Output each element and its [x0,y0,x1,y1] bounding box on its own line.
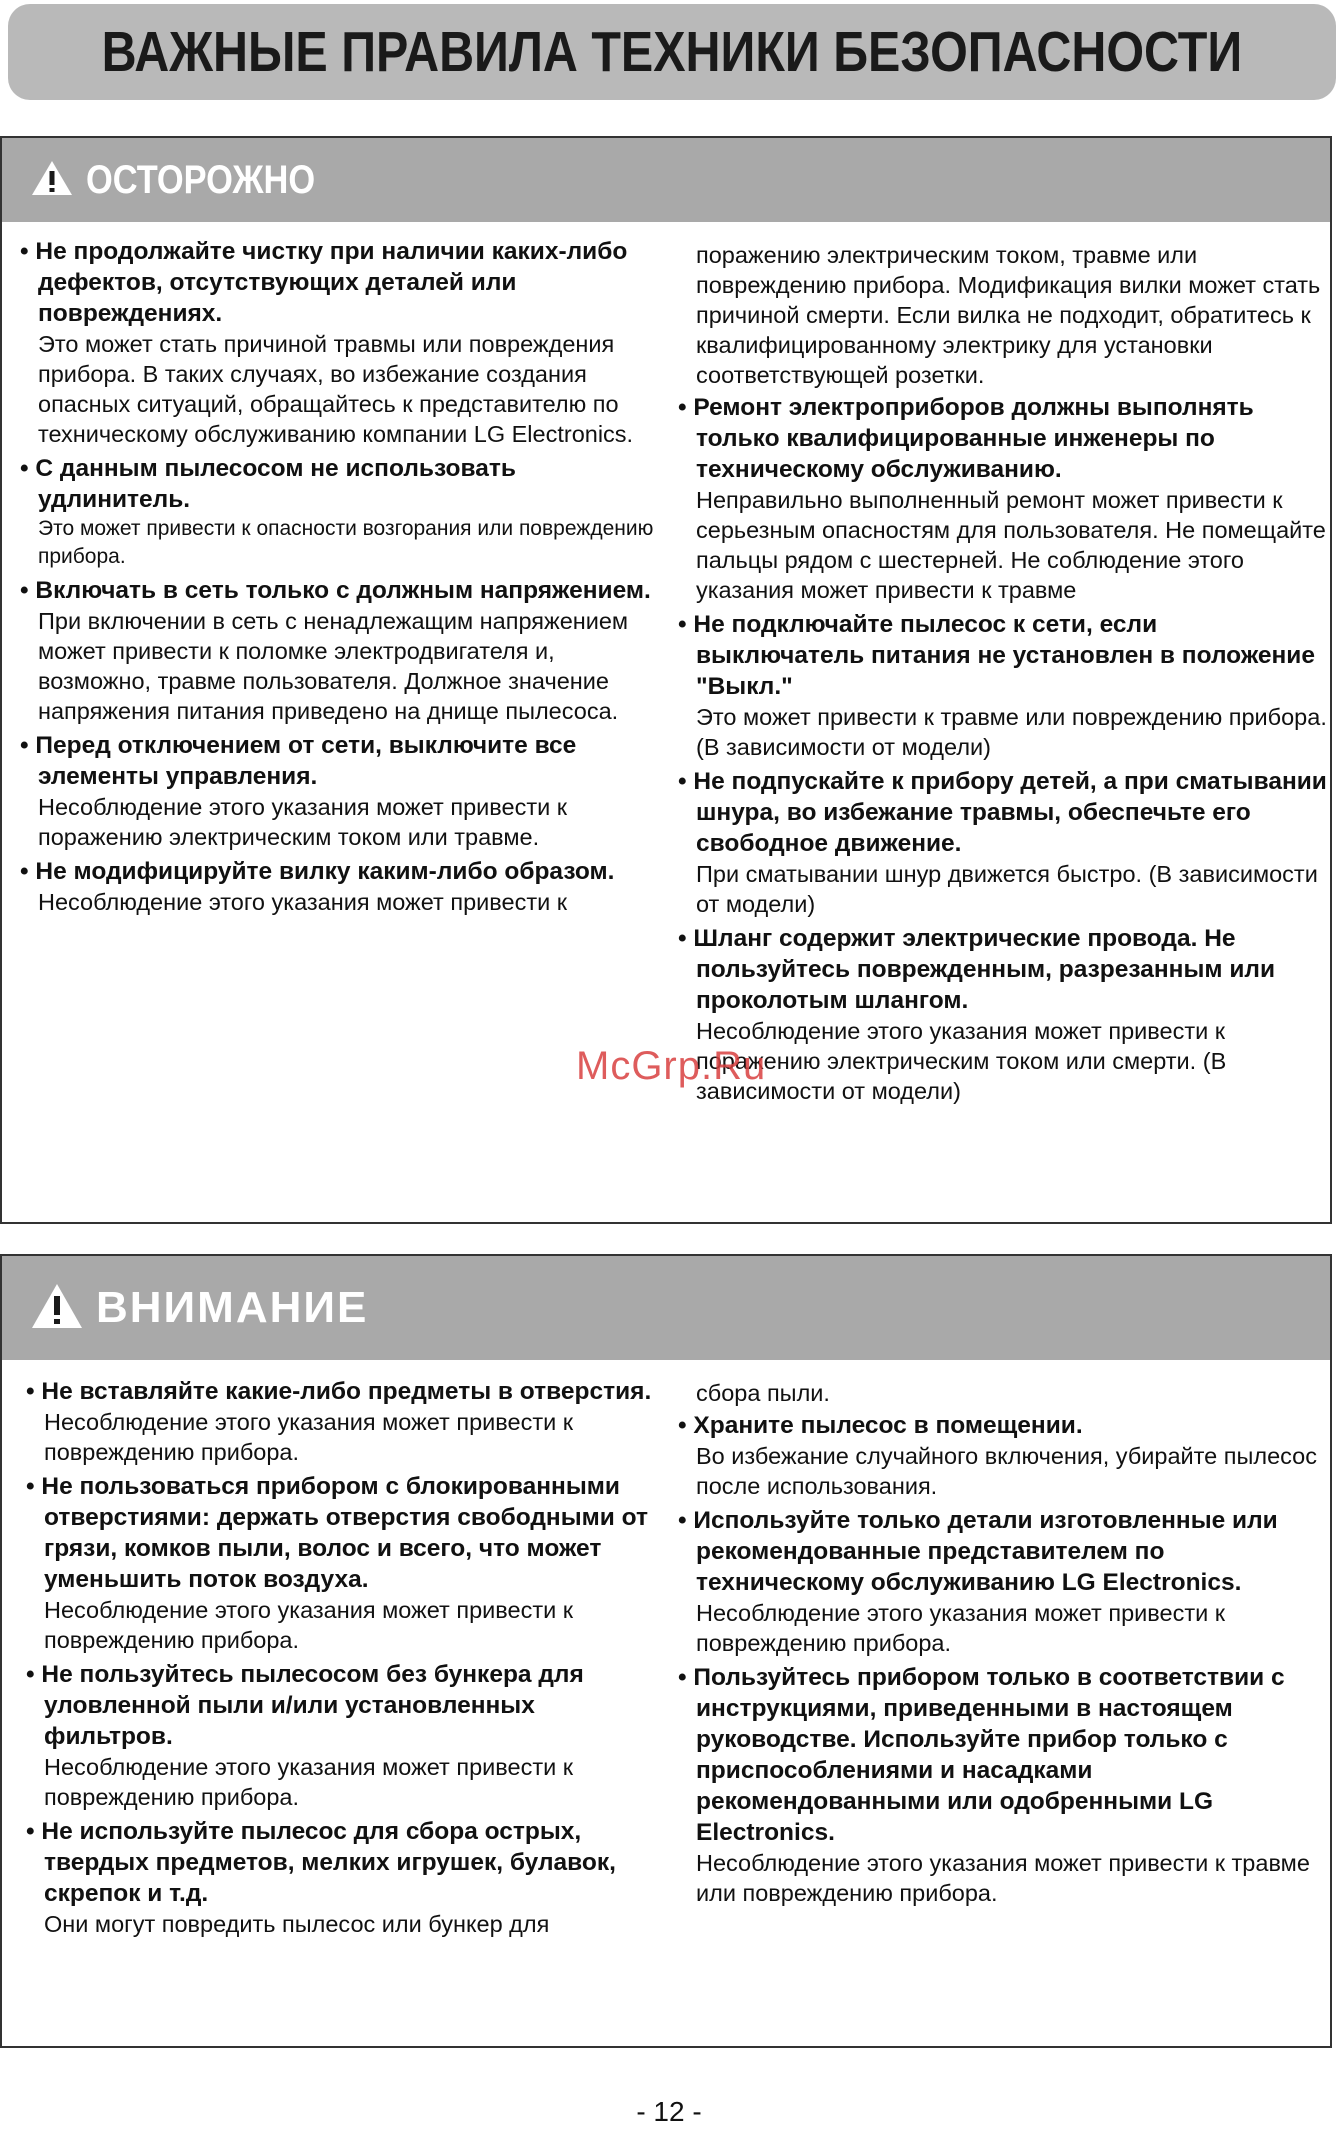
item-title: • Не продолжайте чистку при наличии каких-либо дефектов, отсутствующих деталей или повреждениях. [20,236,660,329]
list-item [20,236,660,449]
list-item [678,392,1328,605]
item-text: Несоблюдение этого указания может привести к повреждению прибора. [44,1597,574,1653]
item-title: • Не вставляйте какие-либо предметы в отверстия. [26,1376,666,1407]
item-title: • Не пользуйтесь пылесосом без бункера для уловленной пыли и/или установленных фильтров. [26,1659,666,1752]
item-text: При включении в сеть с ненадлежащим напряжением может привести к поломке электродвигателя и, возможно, травме пользователя. Должное значение напряжения питания приведено на днище пылесоса. [38,608,629,724]
item-title: • Ремонт электроприборов должны выполнять только квалифицированные инженеры по техническому обслуживанию. [678,392,1328,485]
attention-label: ВНИМАНИЕ [96,1283,369,1332]
list-item [678,1505,1328,1658]
item-title: • Используйте только детали изготовленные или рекомендованные представителем по техническому обслуживанию LG Electronics. [678,1505,1328,1598]
title-bar [8,4,1336,100]
attention-section [0,1254,1332,2048]
list-item [20,856,660,917]
item-title: • Не подпускайте к прибору детей, а при сматывании шнура, во избежание травмы, обеспечьте его свободное движение. [678,766,1328,859]
attention-left-column [26,1376,666,1943]
item-text: Несоблюдение этого указания может привести к поражению электрическим током или смерти. (В зависимости от модели) [696,1018,1227,1104]
item-text: Они могут повредить пылесос или бункер для [44,1911,550,1937]
continuation-text: сбора пыли. [696,1380,830,1406]
item-text: Неправильно выполненный ремонт может привести к серьезным опасностям для пользователя. Не помещайте пальцы рядом с шестерней. Не соблюдение этого указания может привести к травме [696,487,1326,603]
list-item [678,609,1328,762]
list-item [678,923,1328,1106]
attention-header [2,1256,1330,1360]
item-text: Во избежание случайного включения, убирайте пылесос после использования. [696,1443,1318,1499]
caution-label: ОСТОРОЖНО [86,157,316,202]
item-text: Это может стать причиной травмы или повреждения прибора. В таких случаях, во избежание создания опасных ситуаций, обращайтесь к представителю по техническому обслуживанию компании LG Electronics. [38,331,634,447]
continuation-text: поражению электрическим током, травме или повреждению прибора. Модификация вилки может стать причиной смерти. Если вилка не подходит, обратитесь к квалифицированному электрику для установки соответствующей розетки. [696,242,1321,388]
list-item [20,575,660,726]
item-text: Несоблюдение этого указания может привести к травме или повреждению прибора. [696,1850,1310,1906]
item-title: • Пользуйтесь прибором только в соответствии с инструкциями, приведенными в настоящем руководстве. Используйте прибор только с приспособлениями и насадками рекомендованными или одобренными LG Electronics. [678,1662,1328,1848]
caution-right-column [678,240,1328,1110]
item-title: • Не модифицируйте вилку каким-либо образом. [20,856,660,887]
item-text: Это может привести к опасности возгорания или повреждению прибора. [38,517,654,568]
watermark: McGrp.Ru [576,1044,767,1088]
item-title: • Включать в сеть только с должным напряжением. [20,575,660,606]
list-item [26,1816,666,1939]
list-item [26,1376,666,1467]
list-item [20,453,660,571]
item-text: Несоблюдение этого указания может привести к [38,889,568,915]
item-text: Это может привести к травме или повреждению прибора. (В зависимости от модели) [696,704,1327,760]
list-item [20,730,660,852]
list-item [26,1659,666,1812]
item-title: • Храните пылесос в помещении. [678,1410,1328,1441]
caution-header [2,138,1330,222]
caution-left-column [20,236,660,921]
item-text: Несоблюдение этого указания может привести к повреждению прибора. [696,1600,1226,1656]
page-title: ВАЖНЫЕ ПРАВИЛА ТЕХНИКИ БЕЗОПАСНОСТИ [101,20,1243,84]
item-title: • Шланг содержит электрические провода. Не пользуйтесь поврежденным, разрезанным или проколотым шлангом. [678,923,1328,1016]
item-text: При сматывании шнур движется быстро. (В зависимости от модели) [696,861,1318,917]
warning-triangle-icon [30,1282,84,1335]
warning-triangle-icon [30,159,74,202]
list-item [678,1410,1328,1501]
page-number: - 12 - [636,2096,702,2127]
item-text: Несоблюдение этого указания может привести к повреждению прибора. [44,1409,574,1465]
list-item [678,766,1328,919]
item-title: • Не пользоваться прибором с блокированными отверстиями: держать отверстия свободными от грязи, комков пыли, волос и всего, что может уменьшить поток воздуха. [26,1471,666,1595]
list-item [26,1471,666,1655]
item-text: Несоблюдение этого указания может привести к повреждению прибора. [44,1754,574,1810]
item-title: • Не используйте пылесос для сбора острых, твердых предметов, мелких игрушек, булавок, скрепок и т.д. [26,1816,666,1909]
item-text: Несоблюдение этого указания может привести к поражению электрическим током или травме. [38,794,568,850]
list-item [678,1662,1328,1908]
item-title: • Не подключайте пылесос к сети, если выключатель питания не установлен в положение "Выкл." [678,609,1328,702]
attention-right-column [678,1378,1328,1912]
item-title: • Перед отключением от сети, выключите все элементы управления. [20,730,660,792]
item-title: • С данным пылесосом не использовать удлинитель. [20,453,660,515]
